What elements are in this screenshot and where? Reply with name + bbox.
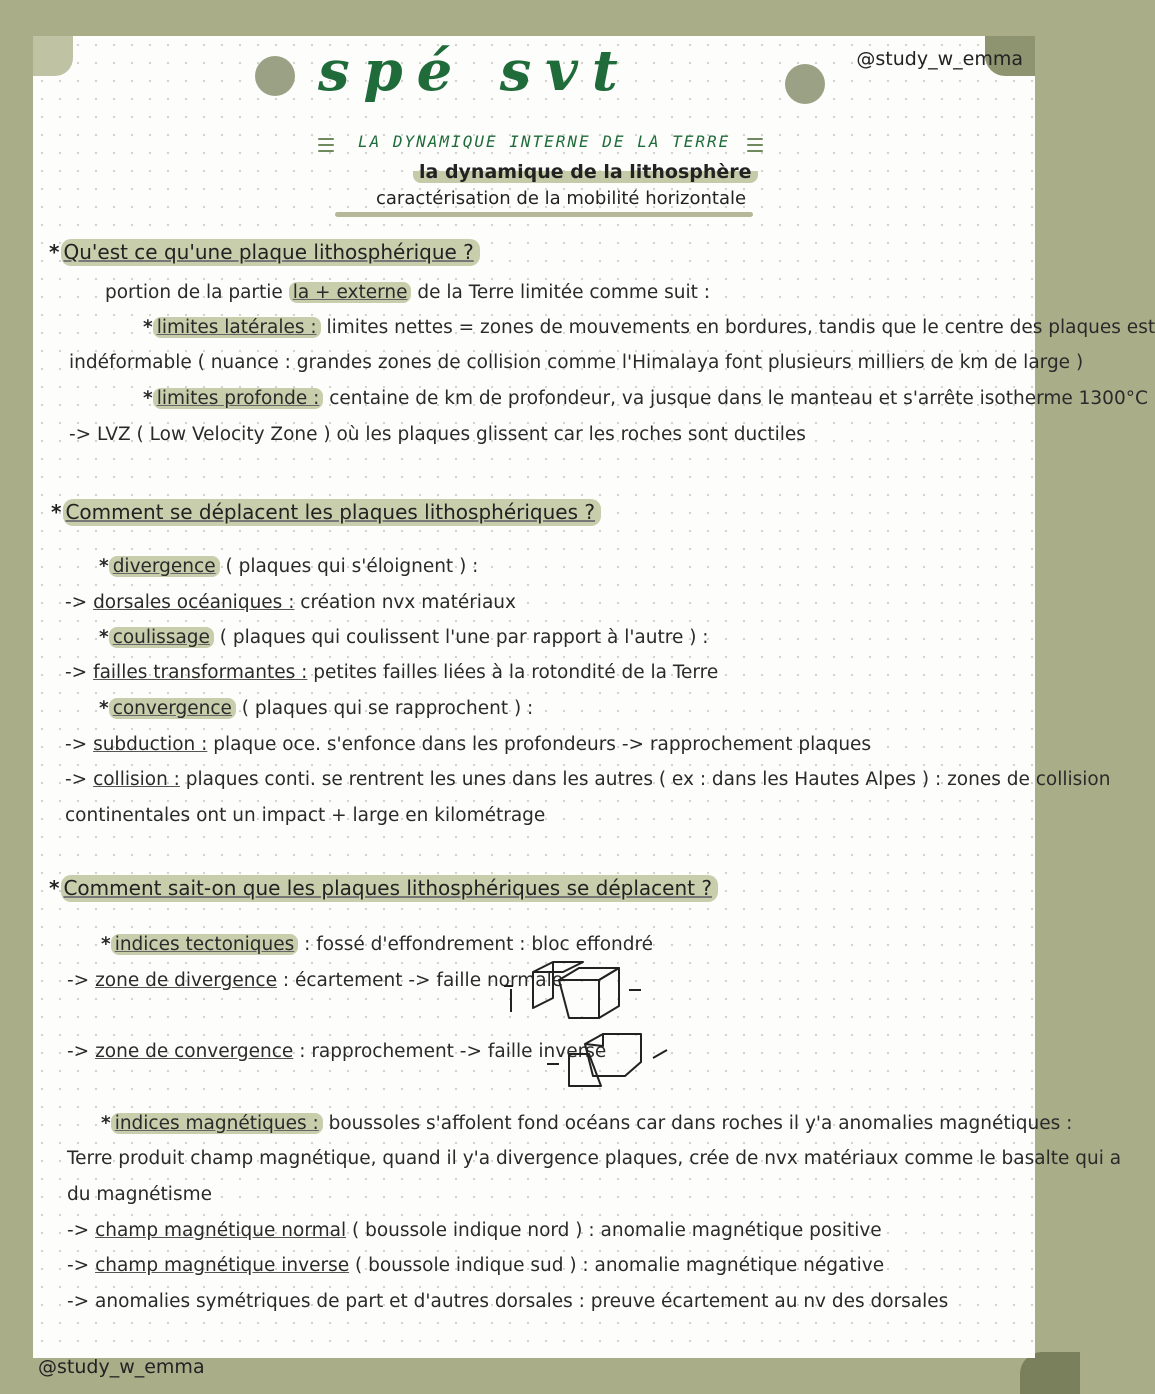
q3-convergence-zone: -> zone de convergence : rapprochement -> faille inverse [67,1041,607,1062]
q3-magnetic-2: Terre produit champ magnétique, quand il y'a divergence plaques, crée de nvx matériaux comme le basalte qui a [67,1148,1122,1169]
block-right-front [559,980,599,1018]
handle-top: @study_w_emma [856,48,1023,70]
title-circle-left [255,56,295,96]
normal-fault-diagram [501,954,681,1026]
subsection-title: caractérisation de la mobilité horizontale [376,188,747,209]
q1-line-3: indéformable ( nuance : grandes zones de collision comme l'Himalaya font plusieurs milliers de km de large ) [69,352,1084,373]
q1-line-4: * limites profonde : centaine de km de profondeur, va jusque dans le manteau et s'arrête isotherme 1300°C [143,388,1148,409]
q2-coulissage-detail: -> failles transformantes : petites failles liées à la rotondité de la Terre [65,662,719,683]
question-2: * Comment se déplacent les plaques lithosphériques ? [51,500,601,524]
handle-bottom: @study_w_emma [38,1356,205,1378]
q2-collision: -> collision : plaques conti. se rentrent les unes dans les autres ( ex : dans les Hautes Alpes ) : zones de collision [65,769,1111,790]
q2-divergence-detail: -> dorsales océaniques : création nvx matériaux [65,592,516,613]
q3-magnetic-3: du magnétisme [67,1184,212,1205]
arrow-left [653,1050,667,1058]
bottom-right-corner [1020,1352,1080,1394]
page-title: spé svt [318,38,632,104]
q1-line-5: -> LVZ ( Low Velocity Zone ) où les plaques glissent car les roches sont ductiles [69,424,806,445]
block-left [569,1054,601,1086]
q3-normal-field: -> champ magnétique normal ( boussole indique nord ) : anomalie magnétique positive [67,1220,882,1241]
q2-coulissage: * coulissage ( plaques qui coulissent l'une par rapport à l'autre ) : [99,627,709,648]
block-right [585,1034,641,1076]
q3-inverse-field: -> champ magnétique inverse ( boussole indique sud ) : anomalie magnétique négative [67,1255,885,1276]
q3-magnetic: * indices magnétiques : boussoles s'affolent fond océans car dans roches il y'a anomalies magnétiques : [101,1113,1073,1134]
reverse-fault-diagram [541,1030,681,1094]
title-row [33,38,1035,124]
q3-tectonic: * indices tectoniques : fossé d'effondrement : bloc effondré [101,934,654,955]
question-3: * Comment sait-on que les plaques lithosphériques se déplacent ? [49,876,718,900]
q2-subduction: -> subduction : plaque oce. s'enfonce dans les profondeurs -> rapprochement plaques [65,734,872,755]
q3-divergence-zone: -> zone de divergence : écartement -> faille normale [67,970,564,991]
title-circle-right [785,64,825,104]
block-right-side [599,968,619,1018]
q2-divergence: * divergence ( plaques qui s'éloignent ) : [99,556,479,577]
note-page [33,36,1155,1358]
chapter-title: LA DYNAMIQUE INTERNE DE LA TERRE [358,132,731,151]
deco-lines-left [318,134,334,156]
q1-line-2: * limites latérales : limites nettes = zones de mouvements en bordures, tandis que le centre des plaques est [143,317,1155,338]
q2-convergence: * convergence ( plaques qui se rapprochent ) : [99,698,534,719]
question-1: * Qu'est ce qu'une plaque lithosphérique ? [49,240,480,264]
subsection-bar [335,212,753,217]
deco-lines-right [747,134,763,156]
q1-line-1: portion de la partie la + externe de la Terre limitée comme suit : [105,282,711,303]
q3-symmetric: -> anomalies symétriques de part et d'autres dorsales : preuve écartement au nv des dorsales [67,1291,949,1312]
block-left-front [533,962,553,1008]
section-title: la dynamique de la lithosphère [413,161,758,183]
q2-collision-2: continentales ont un impact + large en kilométrage [65,805,546,826]
